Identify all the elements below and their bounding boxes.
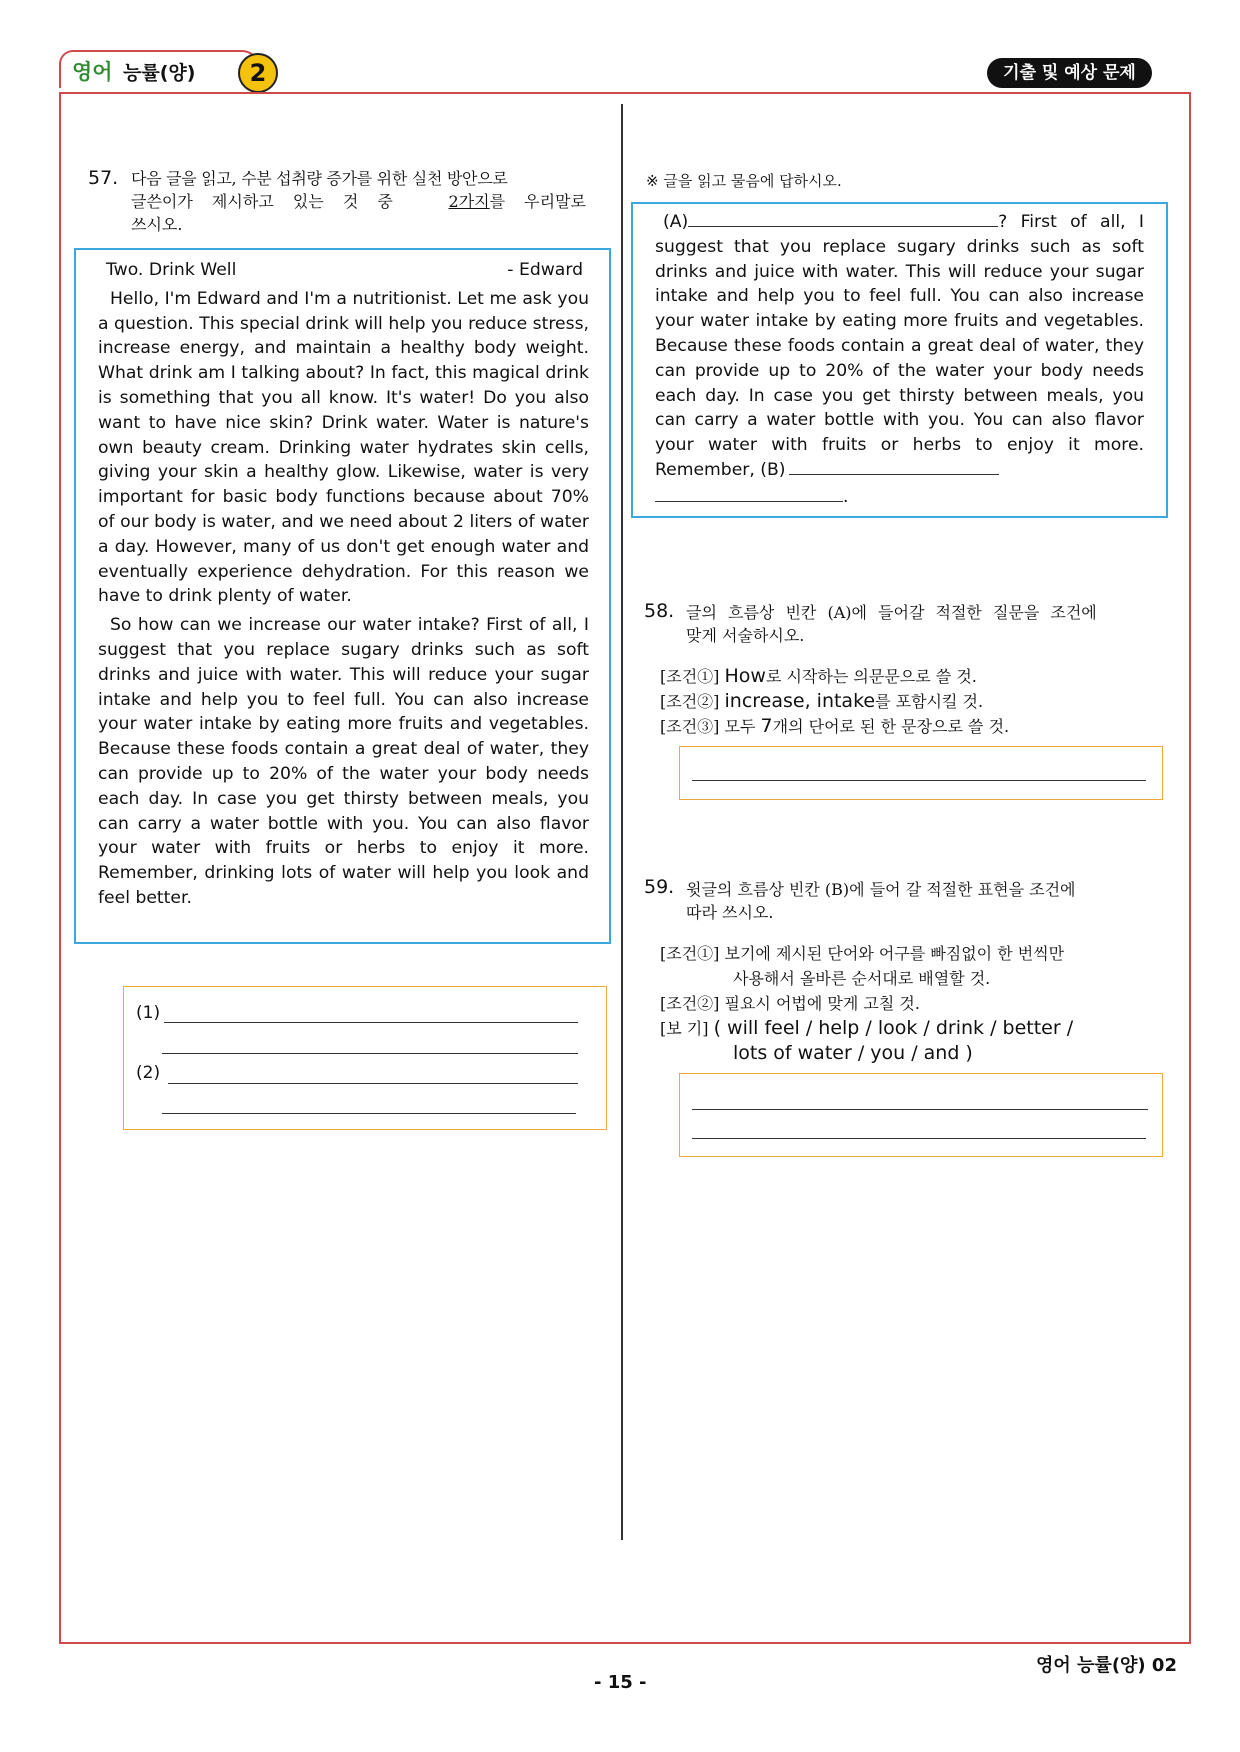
q59-word-box: [보 기] ( will feel / help / look / drink / better / (660, 1017, 1074, 1039)
q57-prompt-line2 (131, 190, 586, 213)
q58-condition-2: [조건②] increase, intake를 포함시킬 것. (660, 690, 984, 712)
footer-label: 영어 능률(양) 02 (1036, 1655, 1177, 1676)
right-passage-text: ? First of all, I suggest that you replace sugary drinks such as soft drinks and juice with water. This will reduce your sugar intake and help you to feel full. You can also increase your water intake by eating more fruits and vegetables. Because these foods contain a great deal of water, they can provide up to 20% of the water your body needs each day. In case you get thirsty between meals, you can carry a water bottle with you. You can also flavor your water with fruits or herbs to enjoy it more. Remember, (B) (655, 212, 1144, 480)
q59-condition-1b: 사용해서 올바른 순서대로 배열할 것. (733, 969, 991, 988)
q59-prompt-line1: 윗글의 흐름상 빈칸 (B)에 들어 갈 적절한 표현을 조건에 (686, 880, 1076, 899)
q59-answer-line-1[interactable] (692, 1109, 1148, 1110)
answer-label-2: (2) (136, 1063, 161, 1083)
unit-number-badge: 2 (238, 53, 278, 93)
passage-heading (98, 258, 589, 283)
q59-prompt-line2: 따라 쓰시오. (686, 903, 774, 922)
blank-b-line-2[interactable] (655, 483, 843, 502)
answer-line-2[interactable] (168, 1083, 578, 1084)
blank-a-line[interactable] (688, 210, 998, 227)
q57-prompt-c: 를 우리말로 (489, 192, 586, 211)
column-divider (621, 104, 623, 1540)
answer-line-1[interactable] (164, 1022, 578, 1023)
publisher-label: 능률(양) (123, 62, 196, 84)
answer-line-2b[interactable] (162, 1113, 576, 1114)
q59-number: 59. (644, 876, 675, 898)
q57-prompt-underlined: 2가지 (448, 192, 490, 211)
q59-prompt (686, 878, 1142, 924)
q58-number: 58. (644, 600, 675, 622)
blank-a-label: (A) (663, 212, 689, 232)
q57-prompt-b: 글쓴이가 제시하고 있는 것 중 (131, 192, 393, 211)
instruction-text: ※ 글을 읽고 물음에 답하시오. (646, 172, 842, 190)
page-number: - 15 - (594, 1672, 647, 1693)
q58-condition-3: [조건③] 모두 7개의 단어로 된 한 문장으로 쓸 것. (660, 715, 1010, 737)
q58-answer-box (679, 746, 1163, 800)
q59-answer-box (679, 1073, 1163, 1157)
q59-condition-1: [조건①] 보기에 제시된 단어와 어구를 빠짐없이 한 번씩만 (660, 944, 1065, 963)
passage-paragraph-2: So how can we increase our water intake? First of all, I suggest that you replace sugary drinks such as soft drinks and juice with water. This will reduce your sugar intake and help you to feel full. You can also increase your water intake by eating more fruits and vegetables. Because these foods contain a great deal of water, they can provide up to 20% of the water your body needs each day. In case you get thirsty between meals, you can carry a water bottle with you. You can also flavor your water with fruits or herbs to enjoy it more. Remember, drinking lots of water will help you look and feel better. (98, 615, 589, 908)
q58-prompt-line2: 맞게 서술하시오. (686, 626, 805, 645)
q58-answer-line[interactable] (692, 780, 1146, 781)
q57-prompt-line3: 쓰시오. (131, 215, 183, 234)
blank-b-line[interactable] (789, 460, 999, 475)
answer-line-1b[interactable] (162, 1053, 578, 1054)
right-passage (631, 202, 1168, 518)
q58-condition-1: [조건①] How로 시작하는 의문문으로 쓸 것. (660, 665, 977, 687)
q59-word-box-2: lots of water / you / and ) (733, 1042, 973, 1064)
answer-label-1: (1) (136, 1003, 161, 1023)
subject-label: 영어 (72, 60, 113, 84)
q59-condition-2: [조건②] 필요시 어법에 맞게 고칠 것. (660, 994, 920, 1013)
q57-prompt-line1: 다음 글을 읽고, 수분 섭취량 증가를 위한 실천 방안으로 (131, 169, 508, 188)
q57-answer-box (123, 986, 607, 1130)
blank-b-period: . (843, 486, 849, 507)
q57-number: 57. (88, 167, 119, 189)
q58-prompt (686, 601, 1142, 647)
passage-title: Two. Drink Well (106, 260, 237, 280)
q59-conditions (660, 941, 1073, 1066)
q58-prompt-line1: 글의 흐름상 빈칸 (A)에 들어갈 적절한 질문을 조건에 (686, 603, 1097, 622)
right-passage-body (655, 210, 1144, 510)
passage-author: - Edward (507, 260, 583, 280)
q57-passage (74, 248, 611, 944)
section-badge: 기출 및 예상 문제 (987, 58, 1152, 88)
passage-paragraph-1: Hello, I'm Edward and I'm a nutritionist. Let me ask you a question. This special drink will help you reduce stress, increase energy, and maintain a healthy body weight. What drink am I talking about? In fact, this magical drink is something that you all know. It's water! Do you also want to have nice skin? Drink water. Water is nature's own beauty cream. Drinking water hydrates skin cells, giving your skin a healthy glow. Likewise, water is very important for basic body functions because about 70% of our body is water, and we need about 2 liters of water a day. However, many of us don't get enough water and eventually experience dehydration. For this reason we have to drink plenty of water. (98, 288, 589, 607)
q59-answer-line-2[interactable] (692, 1138, 1146, 1139)
q58-conditions (660, 664, 1009, 739)
q57-prompt (131, 167, 586, 236)
